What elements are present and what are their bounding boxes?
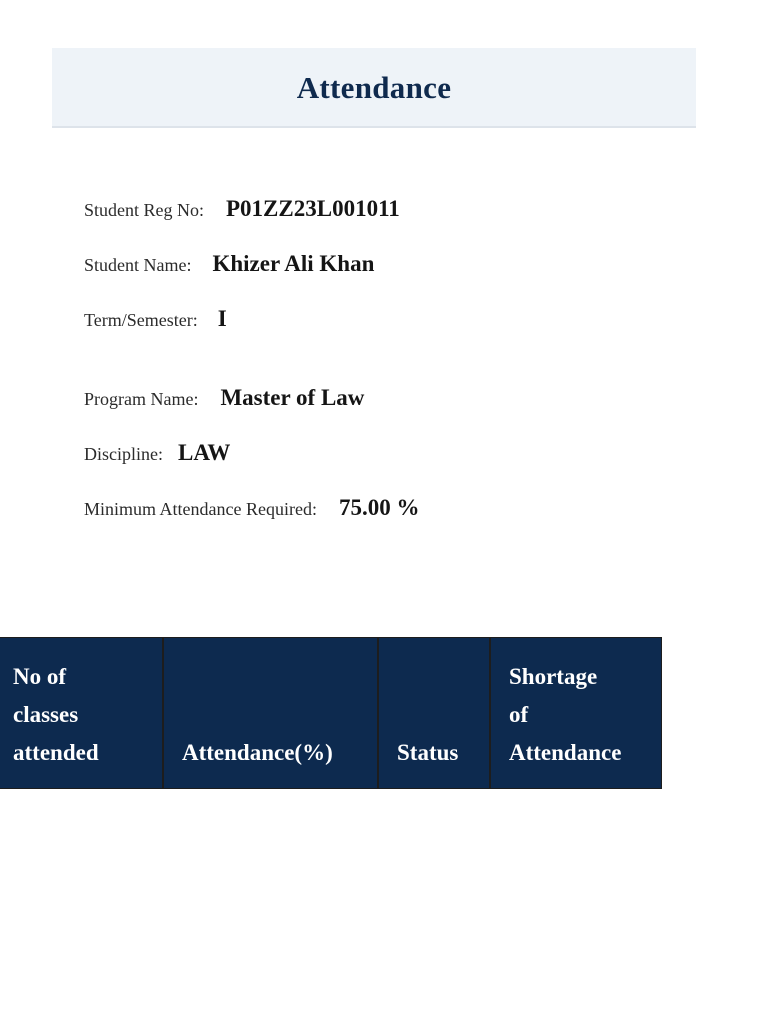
term-value: I xyxy=(217,306,227,331)
reg-no-row xyxy=(84,196,400,222)
column-header-attendance-percent: Attendance(%) xyxy=(163,637,378,789)
student-name-label: Student Name: xyxy=(84,255,192,275)
column-header-status: Status xyxy=(378,637,490,789)
table-header-row xyxy=(13,637,662,789)
program-row xyxy=(84,385,364,411)
min-attendance-value: 75.00 % xyxy=(338,495,420,520)
attendance-table xyxy=(13,637,662,789)
discipline-value: LAW xyxy=(178,440,231,465)
student-name-row xyxy=(84,251,374,277)
reg-no-value: P01ZZ23L001011 xyxy=(226,196,400,221)
min-attendance-row xyxy=(84,495,419,521)
term-row xyxy=(84,306,227,332)
reg-no-label: Student Reg No: xyxy=(84,200,204,220)
page-title-bar xyxy=(52,48,696,128)
discipline-row xyxy=(84,440,230,466)
discipline-label: Discipline: xyxy=(84,444,163,464)
page-title: Attendance xyxy=(296,70,452,105)
column-header-classes-attended: No of classes attended xyxy=(0,637,163,789)
min-attendance-label: Minimum Attendance Required: xyxy=(84,499,317,519)
program-label: Program Name: xyxy=(84,389,199,409)
column-header-shortage-of-attendance: Shortage of Attendance xyxy=(490,637,662,789)
term-label: Term/Semester: xyxy=(84,310,198,330)
program-value: Master of Law xyxy=(220,385,365,410)
student-name-value: Khizer Ali Khan xyxy=(212,251,375,276)
